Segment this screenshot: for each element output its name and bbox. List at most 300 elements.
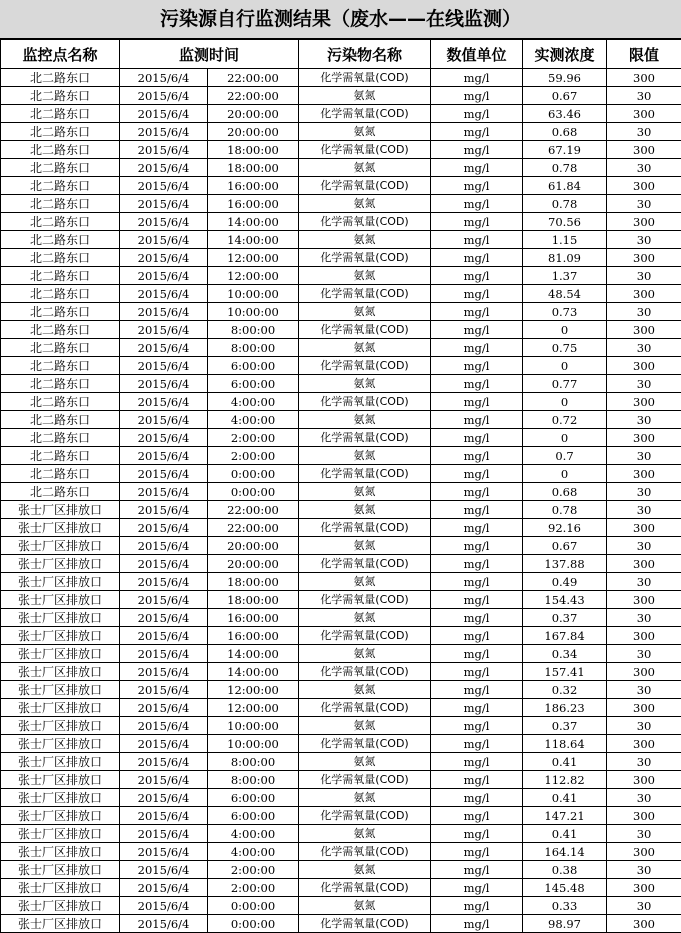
table-row xyxy=(1,123,681,141)
cell-pollutant: 氨氮 xyxy=(299,537,431,555)
table-row xyxy=(1,375,681,393)
cell-date: 2015/6/4 xyxy=(120,861,208,879)
cell-unit: mg/l xyxy=(431,573,523,591)
cell-value: 147.21 xyxy=(523,807,607,825)
cell-time: 12:00:00 xyxy=(208,249,299,267)
cell-unit: mg/l xyxy=(431,645,523,663)
cell-time: 20:00:00 xyxy=(208,123,299,141)
cell-date: 2015/6/4 xyxy=(120,591,208,609)
cell-limit: 30 xyxy=(607,501,681,519)
table-row xyxy=(1,519,681,537)
cell-unit: mg/l xyxy=(431,69,523,87)
cell-limit: 300 xyxy=(607,519,681,537)
table-row xyxy=(1,447,681,465)
cell-limit: 300 xyxy=(607,879,681,897)
cell-unit: mg/l xyxy=(431,717,523,735)
cell-date: 2015/6/4 xyxy=(120,609,208,627)
cell-site: 张士厂区排放口 xyxy=(1,753,120,771)
cell-unit: mg/l xyxy=(431,303,523,321)
cell-unit: mg/l xyxy=(431,555,523,573)
cell-unit: mg/l xyxy=(431,339,523,357)
cell-value: 1.15 xyxy=(523,231,607,249)
cell-date: 2015/6/4 xyxy=(120,681,208,699)
cell-site: 北二路东口 xyxy=(1,429,120,447)
cell-pollutant: 化学需氧量(COD) xyxy=(299,843,431,861)
cell-time: 14:00:00 xyxy=(208,231,299,249)
cell-pollutant: 化学需氧量(COD) xyxy=(299,357,431,375)
cell-value: 137.88 xyxy=(523,555,607,573)
cell-pollutant: 氨氮 xyxy=(299,609,431,627)
cell-site: 张士厂区排放口 xyxy=(1,699,120,717)
cell-date: 2015/6/4 xyxy=(120,105,208,123)
cell-pollutant: 化学需氧量(COD) xyxy=(299,699,431,717)
cell-pollutant: 氨氮 xyxy=(299,861,431,879)
cell-limit: 30 xyxy=(607,483,681,501)
cell-limit: 30 xyxy=(607,411,681,429)
cell-date: 2015/6/4 xyxy=(120,213,208,231)
cell-date: 2015/6/4 xyxy=(120,267,208,285)
cell-pollutant: 化学需氧量(COD) xyxy=(299,465,431,483)
cell-limit: 300 xyxy=(607,555,681,573)
cell-time: 22:00:00 xyxy=(208,519,299,537)
cell-value: 0.41 xyxy=(523,825,607,843)
cell-pollutant: 化学需氧量(COD) xyxy=(299,555,431,573)
cell-site: 北二路东口 xyxy=(1,393,120,411)
table-row xyxy=(1,339,681,357)
cell-limit: 30 xyxy=(607,339,681,357)
cell-site: 张士厂区排放口 xyxy=(1,843,120,861)
cell-time: 4:00:00 xyxy=(208,843,299,861)
cell-value: 81.09 xyxy=(523,249,607,267)
cell-limit: 30 xyxy=(607,897,681,915)
cell-site: 北二路东口 xyxy=(1,267,120,285)
cell-unit: mg/l xyxy=(431,879,523,897)
table-row xyxy=(1,159,681,177)
cell-site: 张士厂区排放口 xyxy=(1,519,120,537)
cell-unit: mg/l xyxy=(431,213,523,231)
cell-site: 北二路东口 xyxy=(1,375,120,393)
cell-time: 20:00:00 xyxy=(208,555,299,573)
header-row xyxy=(1,40,681,69)
cell-date: 2015/6/4 xyxy=(120,249,208,267)
cell-time: 0:00:00 xyxy=(208,483,299,501)
table-row xyxy=(1,861,681,879)
cell-limit: 300 xyxy=(607,843,681,861)
cell-value: 98.97 xyxy=(523,915,607,933)
cell-pollutant: 化学需氧量(COD) xyxy=(299,213,431,231)
cell-pollutant: 氨氮 xyxy=(299,645,431,663)
cell-unit: mg/l xyxy=(431,897,523,915)
cell-time: 8:00:00 xyxy=(208,753,299,771)
header-value: 实测浓度 xyxy=(523,40,607,69)
cell-unit: mg/l xyxy=(431,393,523,411)
cell-value: 145.48 xyxy=(523,879,607,897)
cell-site: 北二路东口 xyxy=(1,339,120,357)
cell-date: 2015/6/4 xyxy=(120,771,208,789)
cell-value: 164.14 xyxy=(523,843,607,861)
cell-site: 北二路东口 xyxy=(1,303,120,321)
cell-pollutant: 化学需氧量(COD) xyxy=(299,249,431,267)
cell-site: 张士厂区排放口 xyxy=(1,861,120,879)
cell-date: 2015/6/4 xyxy=(120,159,208,177)
cell-time: 16:00:00 xyxy=(208,627,299,645)
cell-value: 0.41 xyxy=(523,789,607,807)
cell-date: 2015/6/4 xyxy=(120,915,208,933)
cell-site: 张士厂区排放口 xyxy=(1,573,120,591)
cell-date: 2015/6/4 xyxy=(120,789,208,807)
cell-unit: mg/l xyxy=(431,267,523,285)
cell-limit: 30 xyxy=(607,825,681,843)
cell-pollutant: 化学需氧量(COD) xyxy=(299,591,431,609)
cell-date: 2015/6/4 xyxy=(120,843,208,861)
cell-site: 北二路东口 xyxy=(1,69,120,87)
cell-unit: mg/l xyxy=(431,915,523,933)
cell-limit: 300 xyxy=(607,69,681,87)
cell-limit: 300 xyxy=(607,807,681,825)
cell-unit: mg/l xyxy=(431,663,523,681)
table-row xyxy=(1,303,681,321)
cell-unit: mg/l xyxy=(431,735,523,753)
cell-date: 2015/6/4 xyxy=(120,753,208,771)
cell-value: 0.49 xyxy=(523,573,607,591)
table-row xyxy=(1,177,681,195)
cell-unit: mg/l xyxy=(431,825,523,843)
cell-unit: mg/l xyxy=(431,789,523,807)
cell-value: 0.78 xyxy=(523,159,607,177)
table-body xyxy=(1,69,681,933)
cell-site: 北二路东口 xyxy=(1,231,120,249)
cell-value: 0.78 xyxy=(523,501,607,519)
cell-unit: mg/l xyxy=(431,627,523,645)
cell-value: 118.64 xyxy=(523,735,607,753)
cell-time: 4:00:00 xyxy=(208,393,299,411)
cell-limit: 30 xyxy=(607,573,681,591)
cell-limit: 300 xyxy=(607,771,681,789)
cell-limit: 300 xyxy=(607,735,681,753)
cell-time: 14:00:00 xyxy=(208,645,299,663)
cell-unit: mg/l xyxy=(431,537,523,555)
cell-unit: mg/l xyxy=(431,357,523,375)
cell-value: 154.43 xyxy=(523,591,607,609)
cell-value: 70.56 xyxy=(523,213,607,231)
cell-pollutant: 氨氮 xyxy=(299,897,431,915)
cell-date: 2015/6/4 xyxy=(120,663,208,681)
table-row xyxy=(1,231,681,249)
cell-site: 北二路东口 xyxy=(1,141,120,159)
cell-limit: 30 xyxy=(607,861,681,879)
cell-value: 0.68 xyxy=(523,123,607,141)
cell-time: 6:00:00 xyxy=(208,375,299,393)
cell-date: 2015/6/4 xyxy=(120,735,208,753)
cell-unit: mg/l xyxy=(431,771,523,789)
cell-site: 张士厂区排放口 xyxy=(1,501,120,519)
cell-pollutant: 氨氮 xyxy=(299,717,431,735)
cell-value: 0.32 xyxy=(523,681,607,699)
cell-unit: mg/l xyxy=(431,123,523,141)
cell-value: 48.54 xyxy=(523,285,607,303)
cell-site: 张士厂区排放口 xyxy=(1,789,120,807)
cell-value: 0 xyxy=(523,429,607,447)
cell-value: 0.68 xyxy=(523,483,607,501)
cell-time: 16:00:00 xyxy=(208,609,299,627)
cell-site: 北二路东口 xyxy=(1,357,120,375)
cell-unit: mg/l xyxy=(431,429,523,447)
cell-time: 8:00:00 xyxy=(208,339,299,357)
header-unit: 数值单位 xyxy=(431,40,523,69)
cell-limit: 300 xyxy=(607,321,681,339)
cell-time: 12:00:00 xyxy=(208,681,299,699)
table-row xyxy=(1,555,681,573)
cell-limit: 30 xyxy=(607,645,681,663)
table-row xyxy=(1,573,681,591)
cell-site: 张士厂区排放口 xyxy=(1,825,120,843)
table-row xyxy=(1,807,681,825)
cell-pollutant: 氨氮 xyxy=(299,123,431,141)
cell-site: 北二路东口 xyxy=(1,159,120,177)
cell-limit: 30 xyxy=(607,789,681,807)
cell-pollutant: 化学需氧量(COD) xyxy=(299,285,431,303)
cell-time: 16:00:00 xyxy=(208,195,299,213)
cell-value: 0.78 xyxy=(523,195,607,213)
cell-time: 10:00:00 xyxy=(208,303,299,321)
cell-value: 0.37 xyxy=(523,717,607,735)
cell-date: 2015/6/4 xyxy=(120,573,208,591)
cell-unit: mg/l xyxy=(431,753,523,771)
cell-site: 张士厂区排放口 xyxy=(1,591,120,609)
cell-unit: mg/l xyxy=(431,231,523,249)
cell-value: 0.41 xyxy=(523,753,607,771)
header-time: 监测时间 xyxy=(120,40,299,69)
cell-pollutant: 氨氮 xyxy=(299,447,431,465)
cell-value: 0.75 xyxy=(523,339,607,357)
table-row xyxy=(1,465,681,483)
cell-site: 北二路东口 xyxy=(1,213,120,231)
header-site: 监控点名称 xyxy=(1,40,120,69)
cell-site: 北二路东口 xyxy=(1,447,120,465)
cell-value: 0.34 xyxy=(523,645,607,663)
cell-date: 2015/6/4 xyxy=(120,825,208,843)
cell-site: 张士厂区排放口 xyxy=(1,537,120,555)
cell-site: 北二路东口 xyxy=(1,249,120,267)
table-row xyxy=(1,717,681,735)
table-row xyxy=(1,609,681,627)
table-row xyxy=(1,69,681,87)
table-row xyxy=(1,681,681,699)
cell-time: 22:00:00 xyxy=(208,87,299,105)
cell-date: 2015/6/4 xyxy=(120,339,208,357)
cell-unit: mg/l xyxy=(431,483,523,501)
cell-date: 2015/6/4 xyxy=(120,645,208,663)
cell-pollutant: 化学需氧量(COD) xyxy=(299,141,431,159)
cell-site: 张士厂区排放口 xyxy=(1,771,120,789)
cell-site: 北二路东口 xyxy=(1,285,120,303)
table-row xyxy=(1,285,681,303)
cell-site: 北二路东口 xyxy=(1,411,120,429)
cell-limit: 30 xyxy=(607,231,681,249)
cell-limit: 300 xyxy=(607,429,681,447)
cell-value: 0 xyxy=(523,393,607,411)
cell-unit: mg/l xyxy=(431,465,523,483)
cell-date: 2015/6/4 xyxy=(120,69,208,87)
cell-unit: mg/l xyxy=(431,105,523,123)
cell-date: 2015/6/4 xyxy=(120,411,208,429)
table-row xyxy=(1,789,681,807)
page-title: 污染源自行监测结果（废水——在线监测） xyxy=(0,0,681,39)
cell-value: 0 xyxy=(523,321,607,339)
cell-pollutant: 化学需氧量(COD) xyxy=(299,627,431,645)
cell-pollutant: 氨氮 xyxy=(299,195,431,213)
cell-value: 0.67 xyxy=(523,87,607,105)
cell-value: 0.33 xyxy=(523,897,607,915)
cell-site: 北二路东口 xyxy=(1,123,120,141)
cell-pollutant: 化学需氧量(COD) xyxy=(299,915,431,933)
cell-pollutant: 化学需氧量(COD) xyxy=(299,735,431,753)
cell-value: 0.73 xyxy=(523,303,607,321)
cell-site: 张士厂区排放口 xyxy=(1,897,120,915)
table-row xyxy=(1,663,681,681)
cell-pollutant: 氨氮 xyxy=(299,753,431,771)
cell-limit: 300 xyxy=(607,249,681,267)
cell-pollutant: 氨氮 xyxy=(299,87,431,105)
cell-limit: 30 xyxy=(607,303,681,321)
cell-date: 2015/6/4 xyxy=(120,501,208,519)
cell-site: 北二路东口 xyxy=(1,105,120,123)
cell-limit: 300 xyxy=(607,357,681,375)
table-row xyxy=(1,213,681,231)
table-row xyxy=(1,825,681,843)
cell-site: 北二路东口 xyxy=(1,177,120,195)
cell-site: 北二路东口 xyxy=(1,87,120,105)
cell-site: 张士厂区排放口 xyxy=(1,645,120,663)
cell-site: 张士厂区排放口 xyxy=(1,627,120,645)
cell-pollutant: 化学需氧量(COD) xyxy=(299,177,431,195)
cell-pollutant: 化学需氧量(COD) xyxy=(299,321,431,339)
cell-date: 2015/6/4 xyxy=(120,123,208,141)
cell-limit: 30 xyxy=(607,447,681,465)
table-row xyxy=(1,483,681,501)
cell-limit: 300 xyxy=(607,915,681,933)
cell-date: 2015/6/4 xyxy=(120,537,208,555)
cell-pollutant: 氨氮 xyxy=(299,681,431,699)
cell-unit: mg/l xyxy=(431,609,523,627)
table-row xyxy=(1,753,681,771)
cell-limit: 30 xyxy=(607,609,681,627)
cell-site: 张士厂区排放口 xyxy=(1,663,120,681)
cell-date: 2015/6/4 xyxy=(120,717,208,735)
cell-time: 4:00:00 xyxy=(208,825,299,843)
cell-date: 2015/6/4 xyxy=(120,465,208,483)
cell-unit: mg/l xyxy=(431,141,523,159)
cell-unit: mg/l xyxy=(431,375,523,393)
cell-value: 167.84 xyxy=(523,627,607,645)
table-row xyxy=(1,879,681,897)
cell-unit: mg/l xyxy=(431,501,523,519)
cell-date: 2015/6/4 xyxy=(120,375,208,393)
table-row xyxy=(1,105,681,123)
cell-date: 2015/6/4 xyxy=(120,303,208,321)
cell-time: 2:00:00 xyxy=(208,879,299,897)
cell-limit: 300 xyxy=(607,177,681,195)
cell-pollutant: 氨氮 xyxy=(299,501,431,519)
cell-time: 0:00:00 xyxy=(208,465,299,483)
cell-site: 张士厂区排放口 xyxy=(1,879,120,897)
cell-unit: mg/l xyxy=(431,807,523,825)
cell-time: 6:00:00 xyxy=(208,789,299,807)
cell-unit: mg/l xyxy=(431,411,523,429)
cell-pollutant: 氨氮 xyxy=(299,339,431,357)
cell-limit: 300 xyxy=(607,393,681,411)
cell-pollutant: 氨氮 xyxy=(299,789,431,807)
cell-pollutant: 化学需氧量(COD) xyxy=(299,393,431,411)
cell-pollutant: 氨氮 xyxy=(299,375,431,393)
table-row xyxy=(1,591,681,609)
table-row xyxy=(1,357,681,375)
table-row xyxy=(1,645,681,663)
cell-limit: 300 xyxy=(607,627,681,645)
cell-unit: mg/l xyxy=(431,87,523,105)
cell-value: 59.96 xyxy=(523,69,607,87)
cell-pollutant: 化学需氧量(COD) xyxy=(299,807,431,825)
table-row xyxy=(1,321,681,339)
cell-pollutant: 化学需氧量(COD) xyxy=(299,879,431,897)
cell-time: 10:00:00 xyxy=(208,717,299,735)
cell-date: 2015/6/4 xyxy=(120,87,208,105)
cell-pollutant: 氨氮 xyxy=(299,573,431,591)
cell-unit: mg/l xyxy=(431,591,523,609)
header-pollutant: 污染物名称 xyxy=(299,40,431,69)
cell-time: 22:00:00 xyxy=(208,69,299,87)
cell-date: 2015/6/4 xyxy=(120,141,208,159)
cell-pollutant: 氨氮 xyxy=(299,825,431,843)
table-row xyxy=(1,141,681,159)
cell-limit: 300 xyxy=(607,663,681,681)
cell-date: 2015/6/4 xyxy=(120,519,208,537)
cell-date: 2015/6/4 xyxy=(120,429,208,447)
header-limit: 限值 xyxy=(607,40,681,69)
cell-unit: mg/l xyxy=(431,177,523,195)
table-row xyxy=(1,195,681,213)
monitoring-table xyxy=(0,39,681,933)
cell-limit: 30 xyxy=(607,717,681,735)
cell-limit: 300 xyxy=(607,105,681,123)
cell-unit: mg/l xyxy=(431,519,523,537)
cell-pollutant: 氨氮 xyxy=(299,303,431,321)
cell-date: 2015/6/4 xyxy=(120,393,208,411)
cell-time: 16:00:00 xyxy=(208,177,299,195)
cell-pollutant: 氨氮 xyxy=(299,411,431,429)
cell-limit: 300 xyxy=(607,699,681,717)
cell-date: 2015/6/4 xyxy=(120,195,208,213)
cell-limit: 30 xyxy=(607,375,681,393)
cell-time: 0:00:00 xyxy=(208,915,299,933)
cell-unit: mg/l xyxy=(431,699,523,717)
cell-time: 14:00:00 xyxy=(208,213,299,231)
cell-date: 2015/6/4 xyxy=(120,897,208,915)
table-row xyxy=(1,267,681,285)
cell-time: 8:00:00 xyxy=(208,321,299,339)
cell-time: 4:00:00 xyxy=(208,411,299,429)
cell-time: 6:00:00 xyxy=(208,807,299,825)
cell-time: 0:00:00 xyxy=(208,897,299,915)
cell-limit: 300 xyxy=(607,591,681,609)
cell-value: 186.23 xyxy=(523,699,607,717)
cell-time: 8:00:00 xyxy=(208,771,299,789)
table-row xyxy=(1,771,681,789)
cell-value: 63.46 xyxy=(523,105,607,123)
cell-site: 北二路东口 xyxy=(1,465,120,483)
cell-value: 0.38 xyxy=(523,861,607,879)
cell-date: 2015/6/4 xyxy=(120,807,208,825)
